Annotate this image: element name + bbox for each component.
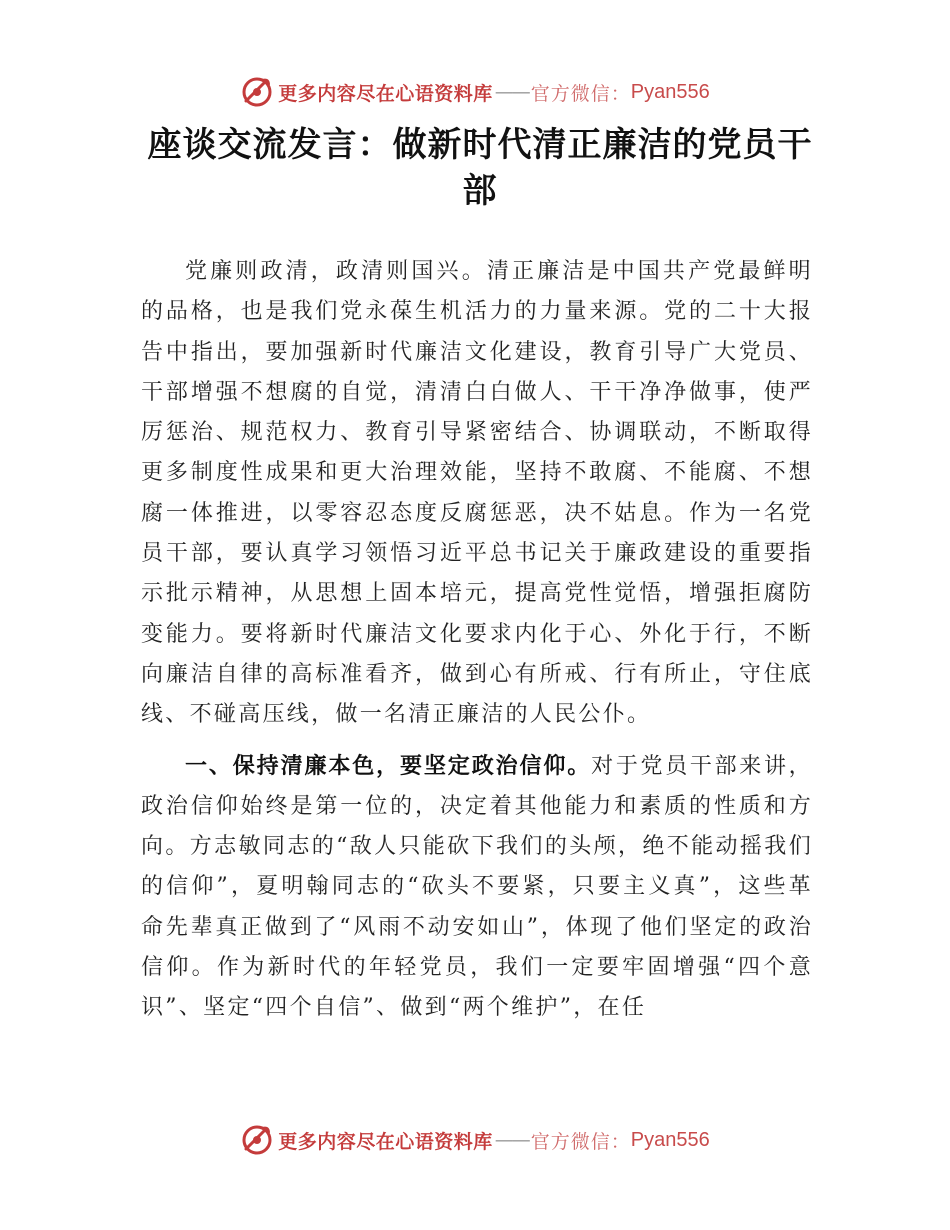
brush-logo-icon (240, 1123, 274, 1157)
paragraph-text: 对于党员干部来讲，政治信仰始终是第一位的，决定着其他能力和素质的性质和方向。方志敏同志的“敌人只能砍下我们的头颅，绝不能动摇我们的信仰”，夏明翰同志的“砍头不要紧，只要主义真”，这些革命先辈真正做到了“风雨不动安如山”，体现了他们坚定的政治信仰。作为新时代的年轻党员，我们一定要牢固增强“四个意识”、坚定“四个自信”、做到“两个维护”，在任 (141, 753, 813, 1021)
paragraph-section-1 (141, 746, 813, 1029)
footer-banner (0, 1120, 950, 1160)
banner-wechat-id: Pyan556 (630, 80, 710, 103)
header-banner (0, 72, 950, 112)
document-body (141, 252, 813, 1029)
banner-dash: —— (494, 81, 529, 103)
document-title: 座谈交流发言：做新时代清正廉洁的党员干部 (147, 125, 813, 211)
banner-wechat-id: Pyan556 (630, 1128, 710, 1151)
paragraph-text: 党廉则政清，政清则国兴。清正廉洁是中国共产党最鲜明的品格，也是我们党永葆生机活力的力量来源。党的二十大报告中指出，要加强新时代廉洁文化建设，教育引导广大党员、干部增强不想腐的自觉，清清白白做人、干干净净做事，使严厉惩治、规范权力、教育引导紧密结合、协调联动，不断取得更多制度性成果和更大治理效能，坚持不敢腐、不能腐、不想腐一体推进，以零容忍态度反腐惩恶，决不姑息。作为一名党员干部，要认真学习领悟习近平总书记关于廉政建设的重要指示批示精神，从思想上固本培元，提高党性觉悟，增强拒腐防变能力。要将新时代廉洁文化要求内化于心、外化于行，不断向廉洁自律的高标准看齐，做到心有所戒、行有所止，守住底线、不碰高压线，做一名清正廉洁的人民公仆。 (141, 259, 813, 728)
banner-dash: —— (494, 1129, 529, 1151)
brush-logo-icon (240, 75, 274, 109)
banner-text: 更多内容尽在心语资料库 (278, 82, 493, 105)
banner-text: 更多内容尽在心语资料库 (278, 1130, 493, 1153)
section-heading: 一、保持清廉本色，要坚定政治信仰。 (185, 752, 592, 779)
banner-official-label: 官方微信： (530, 1130, 631, 1153)
paragraph-intro (141, 252, 813, 736)
banner-official-label: 官方微信： (530, 82, 631, 105)
